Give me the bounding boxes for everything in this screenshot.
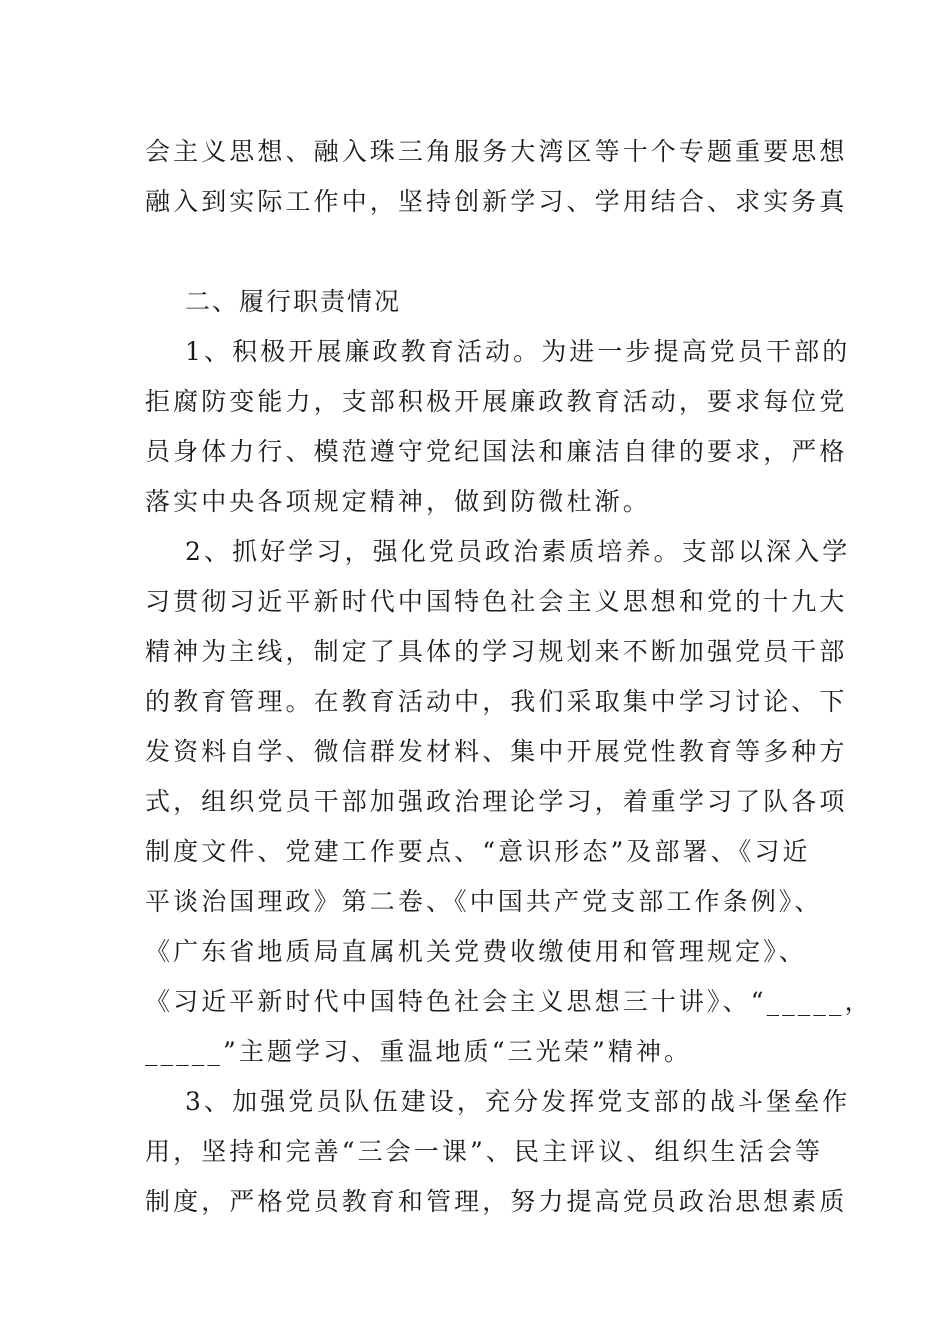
body-text-line: 会主义思想、融入珠三角服务大湾区等十个专题重要思想: [145, 137, 848, 166]
body-text-line: _____”主题学习、重温地质“三光荣”精神。: [145, 1037, 693, 1066]
body-text-line: 《习近平新时代中国特色社会主义思想三十讲》、“_____，: [145, 987, 873, 1016]
body-text-line: 习贯彻习近平新时代中国特色社会主义思想和党的十九大: [145, 587, 848, 616]
body-text-line: 员身体力行、模范遵守党纪国法和廉洁自律的要求，严格: [145, 437, 848, 466]
body-text-line: 精神为主线，制定了具体的学习规划来不断加强党员干部: [145, 637, 848, 666]
body-text-line: 平谈治国理政》第二卷、《中国共产党支部工作条例》、: [145, 887, 823, 916]
body-text-line: 式，组织党员干部加强政治理论学习，着重学习了队各项: [145, 787, 848, 816]
section-heading: 二、履行职责情况: [185, 287, 402, 316]
body-text-line: 融入到实际工作中，坚持创新学习、学用结合、求实务真: [145, 187, 848, 216]
body-text-line: 落实中央各项规定精神，做到防微杜渐。: [145, 487, 651, 516]
body-text-line: 用，坚持和完善“三会一课”、民主评议、组织生活会等: [145, 1137, 824, 1166]
body-text-line: 的教育管理。在教育活动中，我们采取集中学习讨论、下: [145, 687, 848, 716]
body-text-line: 制度文件、党建工作要点、“意识形态”及部署、《习近: [145, 837, 811, 866]
body-text-line: 发资料自学、微信群发材料、集中开展党性教育等多种方: [145, 737, 848, 766]
body-text-line: 拒腐防变能力，支部积极开展廉政教育活动，要求每位党: [145, 387, 848, 416]
body-text-line: 制度，严格党员教育和管理，努力提高党员政治思想素质: [145, 1187, 848, 1216]
paragraph-1-first-line: 1、积极开展廉政教育活动。为进一步提高党员干部的: [185, 337, 851, 366]
body-text-line: 《广东省地质局直属机关党费收缴使用和管理规定》、: [145, 937, 807, 966]
paragraph-2-first-line: 2、抓好学习，强化党员政治素质培养。支部以深入学: [185, 537, 851, 566]
paragraph-3-first-line: 3、加强党员队伍建设，充分发挥党支部的战斗堡垒作: [185, 1087, 851, 1116]
